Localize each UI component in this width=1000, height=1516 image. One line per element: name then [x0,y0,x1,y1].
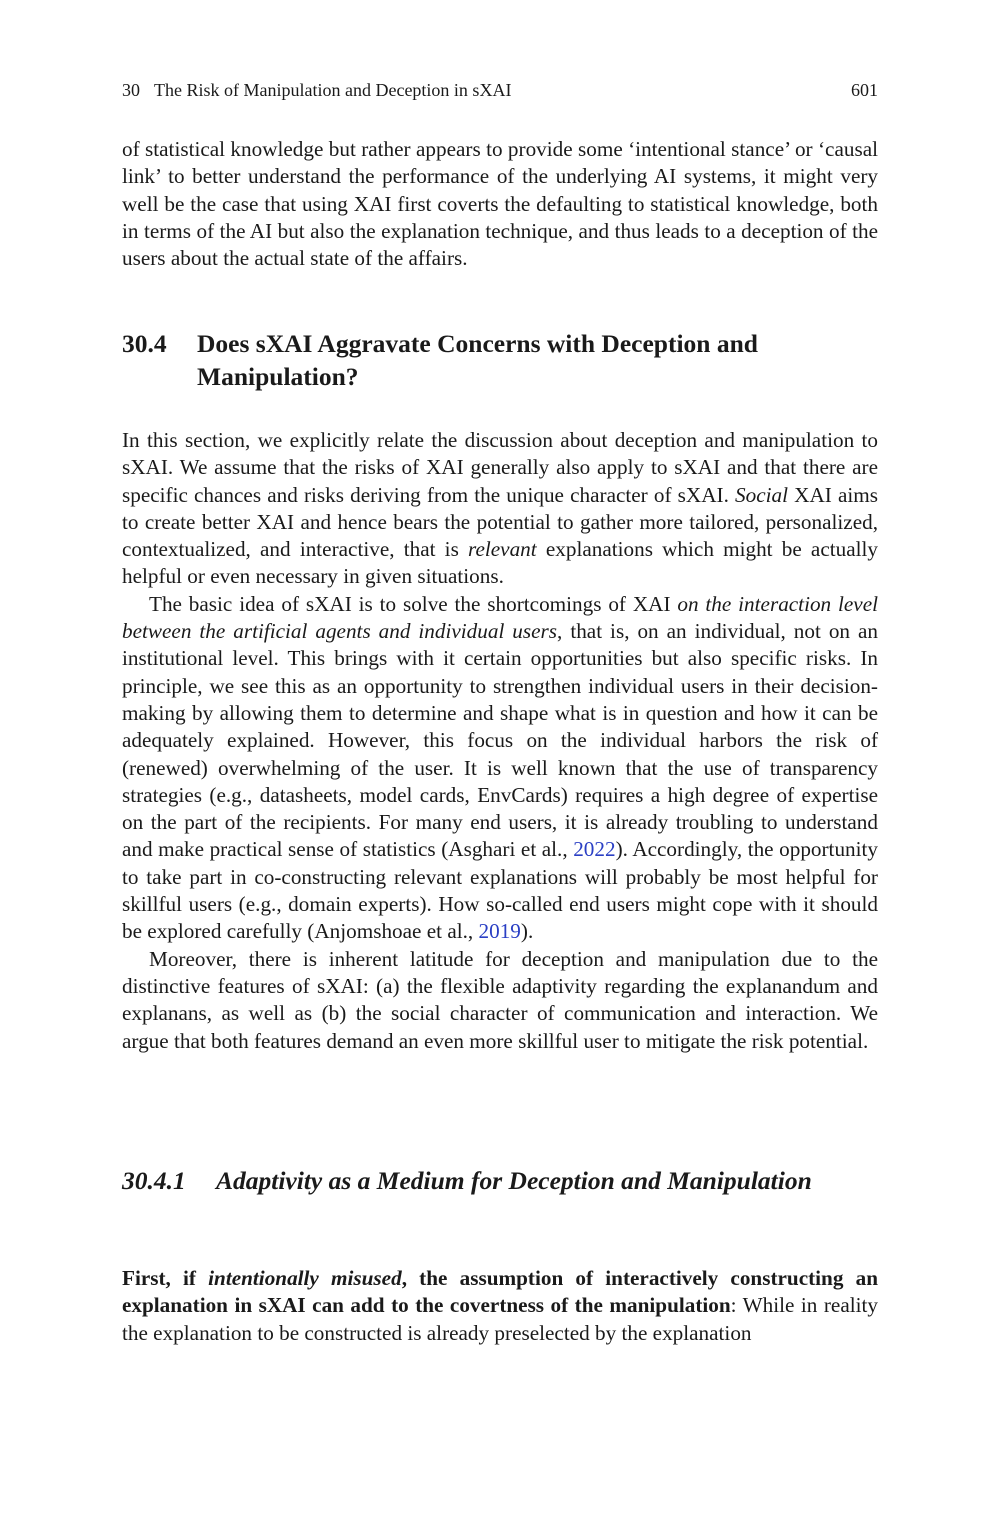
section-title: Does sXAI Aggravate Concerns with Deception and Manipulation? [197,329,758,391]
text-run: XAI aims to create better XAI and hence bears the potential to gather more tailored, personalized, contextualized, and interactive, that is [122,482,878,562]
continued-paragraph-block [122,136,878,272]
text-run: In this section, we explicitly relate the discussion about deception and manipulation to sXAI. We assume that the risks of XAI generally also apply to sXAI and that there are specific chances and risks deriving from the unique character of sXAI. [122,428,878,507]
text-run: : While in reality the explanation to be constructed is already preselected by the explanation [122,1293,878,1345]
section-body [122,427,878,1055]
bold-emphasis: intentionally misused [208,1266,402,1290]
paragraph [122,427,878,591]
emphasis: on the interaction level between the artificial agents and individual users [122,591,878,644]
text-run: explanations which might be actually helpful or even necessary in given situations. [122,537,878,589]
citation-link[interactable]: 2019 [478,919,521,944]
emphasis: Social [735,482,788,507]
subsection-number: 30.4.1 [122,1166,186,1195]
subsection-title: Adaptivity as a Medium for Deception and Manipulation [216,1166,812,1195]
subsection-heading [122,1164,878,1197]
chapter-number: 30 [122,80,140,100]
continued-paragraph: of statistical knowledge but rather appears to provide some ‘intentional stance’ or ‘causal link’ to better understand the performance of the underlying AI systems, it might very well be the case that using XAI first coverts the defaulting to statistical knowledge, both in terms of the AI but also the explanation technique, and thus leads to a deception of the users about the actual state of the affairs. [122,137,878,271]
section-heading [122,327,878,393]
section-number: 30.4 [122,329,167,358]
citation-link[interactable]: 2022 [573,837,616,862]
subsection-body [122,1265,878,1347]
text-run: ). [520,919,534,944]
text-run: The basic idea of sXAI is to solve the shortcomings of XAI [149,591,678,616]
chapter-title: The Risk of Manipulation and Deception in sXAI [154,80,512,100]
paragraph: Moreover, there is inherent latitude for deception and manipulation due to the distinctive features of sXAI: (a) the flexible adaptivity regarding the explanandum and explanans, as well as (b) the social character of communication and interaction. We argue that both features demand an even more skillful user to mitigate the risk potential. [122,946,878,1053]
page-number: 601 [851,80,878,100]
paragraph [122,1265,878,1347]
running-head [122,78,878,102]
text-run: , that is, on an individual, not on an institutional level. This brings with it certain opportunities but also specific risks. In principle, we see this as an opportunity to strengthen individual users in their decision-making by allowing them to determine and shape what is in question and how it can be adequately explained. However, this focus on the individual harbors the risk of (renewed) overwhelming of the user. It is well known that the use of transparency strategies (e.g., datasheets, model cards, EnvCards) requires a high degree of expertise on the part of the recipients. For many end users, it is already troubling to understand and make practical sense of statistics (Asghari et al., [122,619,878,862]
bold-text: First, if [122,1266,209,1290]
emphasis: relevant [468,537,537,562]
text-run: ). Accordingly, the opportunity to take part in co-constructing relevant explanations will probably be most helpful for skillful users (e.g., domain experts). How so-called end users might cope with it should be explored carefully (Anjomshoae et al., [122,837,878,944]
paragraph [122,591,878,946]
bold-text: , the assumption of interactively constructing an explanation in sXAI can add to the covertness of the manipulation [122,1266,878,1318]
